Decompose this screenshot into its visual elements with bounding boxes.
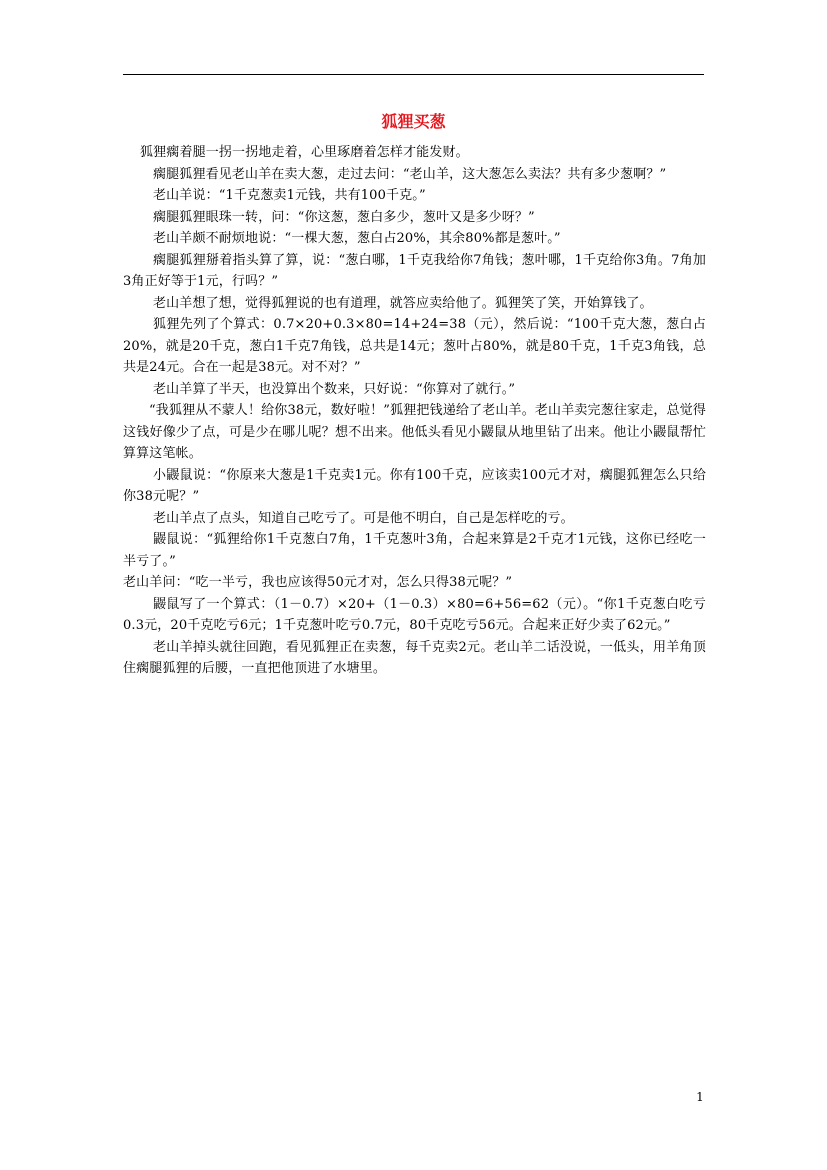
paragraph-9: 老山羊算了半天，也没算出个数来，只好说：“你算对了就行。” [153, 381, 516, 397]
paragraph-10: “我狐狸从不蒙人！给你38元，数好啦！”狐狸把钱递给了老山羊。老山羊卖完葱往家走，总觉得这钱好像少了点，可是少在哪儿呢？想不出来。他低头看见小鼹鼠从地里钻了出来。他让小鼹鼠帮忙算算这笔帐。 [123, 403, 706, 461]
paragraph-4: 瘸腿狐狸眼珠一转，问：“你这葱，葱白多少，葱叶又是多少呀？” [153, 209, 535, 225]
paragraph-5: 老山羊颇不耐烦地说：“一棵大葱，葱白占20%，其余80%都是葱叶。” [153, 231, 561, 246]
header-rule [123, 74, 704, 75]
paragraph-13: 鼹鼠说：“狐狸给你1千克葱白7角，1千克葱叶3角，合起来算是2千克才1元钱，这你已经吃一半亏了。” [123, 532, 706, 569]
paragraph-15: 鼹鼠写了一个算式：（1－0.7）×20+（1－0.3）×80=6+56=62（元）。“你1千克葱白吃亏0.3元，20千克吃亏6元；1千克葱叶吃亏0.7元，80千克吃亏56元。合起来正好少卖了62元。” [123, 596, 706, 633]
page-title: 狐狸买葱 [381, 112, 446, 131]
paragraph-6: 瘸腿狐狸掰着指头算了算，说：“葱白哪，1千克我给你7角钱；葱叶哪，1千克给你3角。7角加3角正好等于1元，行吗？” [123, 252, 706, 289]
story-body [123, 142, 706, 680]
paragraph-14: 老山羊问：“吃一半亏，我也应该得50元才对，怎么只得38元呢？” [123, 575, 513, 590]
paragraph-1: 狐狸瘸着腿一拐一拐地走着，心里琢磨着怎样才能发财。 [140, 145, 469, 160]
paragraph-12: 老山羊点了点头，知道自己吃亏了。可是他不明白，自己是怎样吃的亏。 [153, 510, 574, 526]
paragraph-11: 小鼹鼠说：“你原来大葱是1千克卖1元。你有100千克，应该卖100元才对，瘸腿狐狸怎么只给你38元呢？” [123, 467, 706, 504]
paragraph-16: 老山羊掉头就往回跑，看见狐狸正在卖葱，每千克卖2元。老山羊二话没说，一低头，用羊角顶住瘸腿狐狸的后腰，一直把他顶进了水塘里。 [123, 639, 706, 676]
page-number: 1 [696, 1090, 704, 1104]
paragraph-8: 狐狸先列了个算式：0.7×20+0.3×80=14+24=38（元），然后说：“100千克大葱，葱白占20%，就是20千克，葱白1千克7角钱，总共是14元；葱叶占80%，就是80千克，1千克3角钱，总共是24元。合在一起是38元。对不对？” [123, 317, 706, 375]
paragraph-2: 瘸腿狐狸看见老山羊在卖大葱，走过去问：“老山羊，这大葱怎么卖法？共有多少葱啊？” [153, 166, 667, 182]
paragraph-3: 老山羊说：“1千克葱卖1元钱，共有100千克。” [153, 188, 426, 203]
paragraph-7: 老山羊想了想，觉得狐狸说的也有道理，就答应卖给他了。狐狸笑了笑，开始算钱了。 [153, 295, 653, 311]
